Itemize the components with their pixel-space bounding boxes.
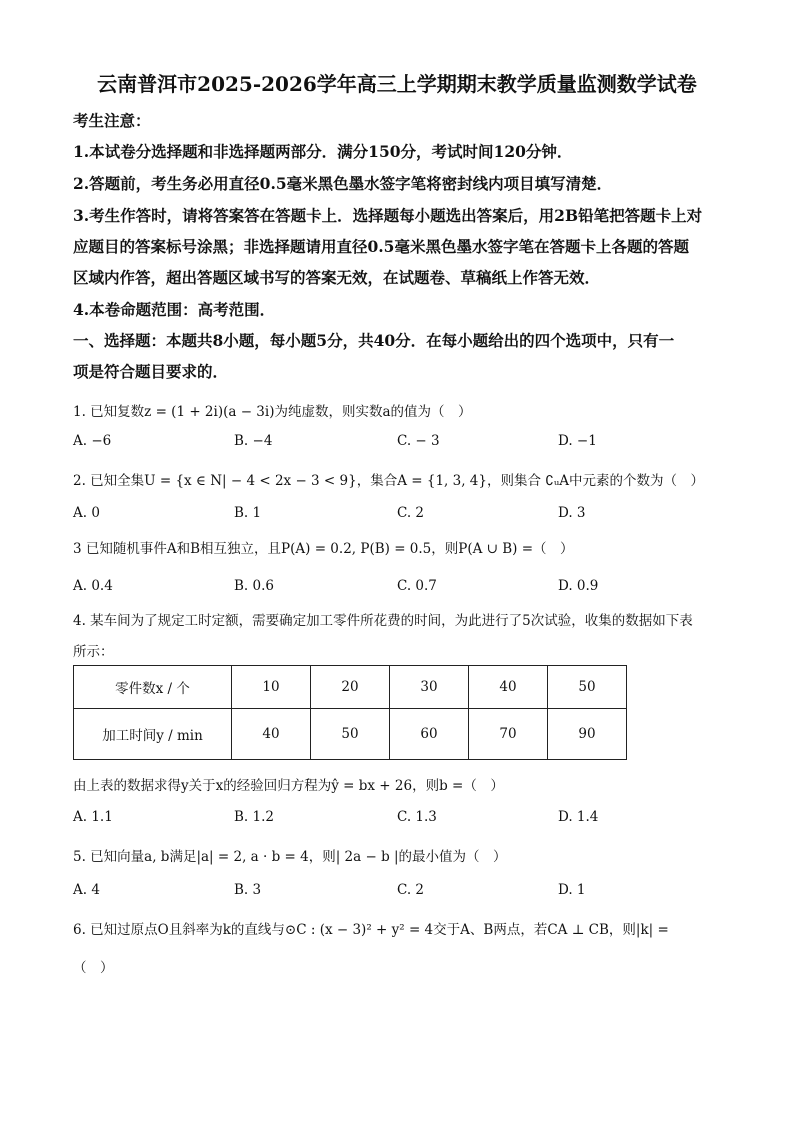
table-row [74, 666, 627, 709]
question-4-option-a: A. 1.1 [73, 809, 113, 825]
table-cell: 30 [390, 666, 469, 709]
data-table [73, 665, 627, 760]
table-cell: 10 [232, 666, 311, 709]
question-6-stem: 6. 已知过原点O且斜率为k的直线与⊙C : (x − 3)² + y² = 4交于A、B两点，若CA ⊥ CB，则|k| = [73, 922, 669, 938]
question-3-option-a: A. 0.4 [73, 578, 113, 594]
notice-item-3: 3.考生作答时，请将答案答在答题卡上．选择题每小题选出答案后，用2B铅笔把答题卡上对 [73, 206, 703, 225]
question-5-option-a: A. 4 [73, 882, 100, 898]
notice-item-4: 4.本卷命题范围：高考范围． [73, 300, 276, 319]
question-3-option-d: D. 0.9 [558, 578, 599, 594]
notice-item-3-cont: 应题目的答案标号涂黑；非选择题请用直径0.5毫米黑色墨水签字笔在答题卡上各题的答题 [73, 237, 689, 256]
table-cell: 50 [311, 709, 390, 760]
table-header-cell: 加工时间y / min [74, 709, 232, 760]
question-1-option-b: B. −4 [234, 433, 273, 449]
question-2-option-b: B. 1 [234, 505, 262, 521]
question-1-option-d: D. −1 [558, 433, 597, 449]
question-4-option-d: D. 1.4 [558, 809, 599, 825]
question-2-option-a: A. 0 [73, 505, 100, 521]
table-header-cell: 零件数x / 个 [74, 666, 232, 709]
notice-item-2: 2.答题前，考生务必用直径0.5毫米黑色墨水签字笔将密封线内项目填写清楚． [73, 174, 613, 193]
table-cell: 60 [390, 709, 469, 760]
section-heading-cont: 项是符合题目要求的． [73, 362, 229, 381]
question-5-option-b: B. 3 [234, 882, 262, 898]
question-4-option-c: C. 1.3 [397, 809, 437, 825]
question-1-stem: 1. 已知复数z = (1 + 2i)(a − 3i)为纯虚数，则实数a的值为（ ） [73, 404, 472, 420]
question-3-option-b: B. 0.6 [234, 578, 274, 594]
notice-heading: 考生注意： [73, 111, 151, 130]
section-heading: 一、选择题：本题共8小题，每小题5分，共40分．在每小题给出的四个选项中，只有一 [73, 331, 675, 350]
question-1-option-c: C. − 3 [397, 433, 440, 449]
question-4-stem-after: 由上表的数据求得y关于x的经验回归方程为ŷ = bx + 26，则b =（ ） [73, 778, 504, 794]
table-cell: 20 [311, 666, 390, 709]
question-4-stem-cont: 所示： [73, 644, 114, 660]
question-5-option-c: C. 2 [397, 882, 425, 898]
question-2-stem: 2. 已知全集U = {x ∈ N| − 4 < 2x − 3 < 9}，集合A = {1, 3, 4}，则集合 ∁ᵤA中元素的个数为（ ） [73, 473, 704, 489]
table-cell: 90 [548, 709, 627, 760]
question-1-option-a: A. −6 [73, 433, 112, 449]
table-cell: 70 [469, 709, 548, 760]
page-title: 云南普洱市2025-2026学年高三上学期期末教学质量监测数学试卷 [97, 72, 697, 96]
question-4-option-b: B. 1.2 [234, 809, 274, 825]
question-4-stem: 4. 某车间为了规定工时定额，需要确定加工零件所花费的时间，为此进行了5次试验，收集的数据如下表 [73, 613, 693, 629]
table-cell: 40 [232, 709, 311, 760]
question-2-option-d: D. 3 [558, 505, 586, 521]
notice-item-1: 1.本试卷分选择题和非选择题两部分．满分150分，考试时间120分钟． [73, 142, 573, 161]
table-cell: 50 [548, 666, 627, 709]
table-row [74, 709, 627, 760]
question-2-option-c: C. 2 [397, 505, 425, 521]
notice-item-3-cont2: 区域内作答，超出答题区域书写的答案无效，在试题卷、草稿纸上作答无效． [73, 268, 601, 287]
table-cell: 40 [469, 666, 548, 709]
question-6-stem-cont: （ ） [73, 960, 114, 976]
question-5-stem: 5. 已知向量a, b满足|a| = 2, a · b = 4，则| 2a − b |的最小值为（ ） [73, 849, 507, 865]
question-3-option-c: C. 0.7 [397, 578, 437, 594]
question-3-stem: 3 已知随机事件A和B相互独立，且P(A) = 0.2, P(B) = 0.5，则P(A ∪ B) =（ ） [73, 541, 574, 557]
question-5-option-d: D. 1 [558, 882, 586, 898]
